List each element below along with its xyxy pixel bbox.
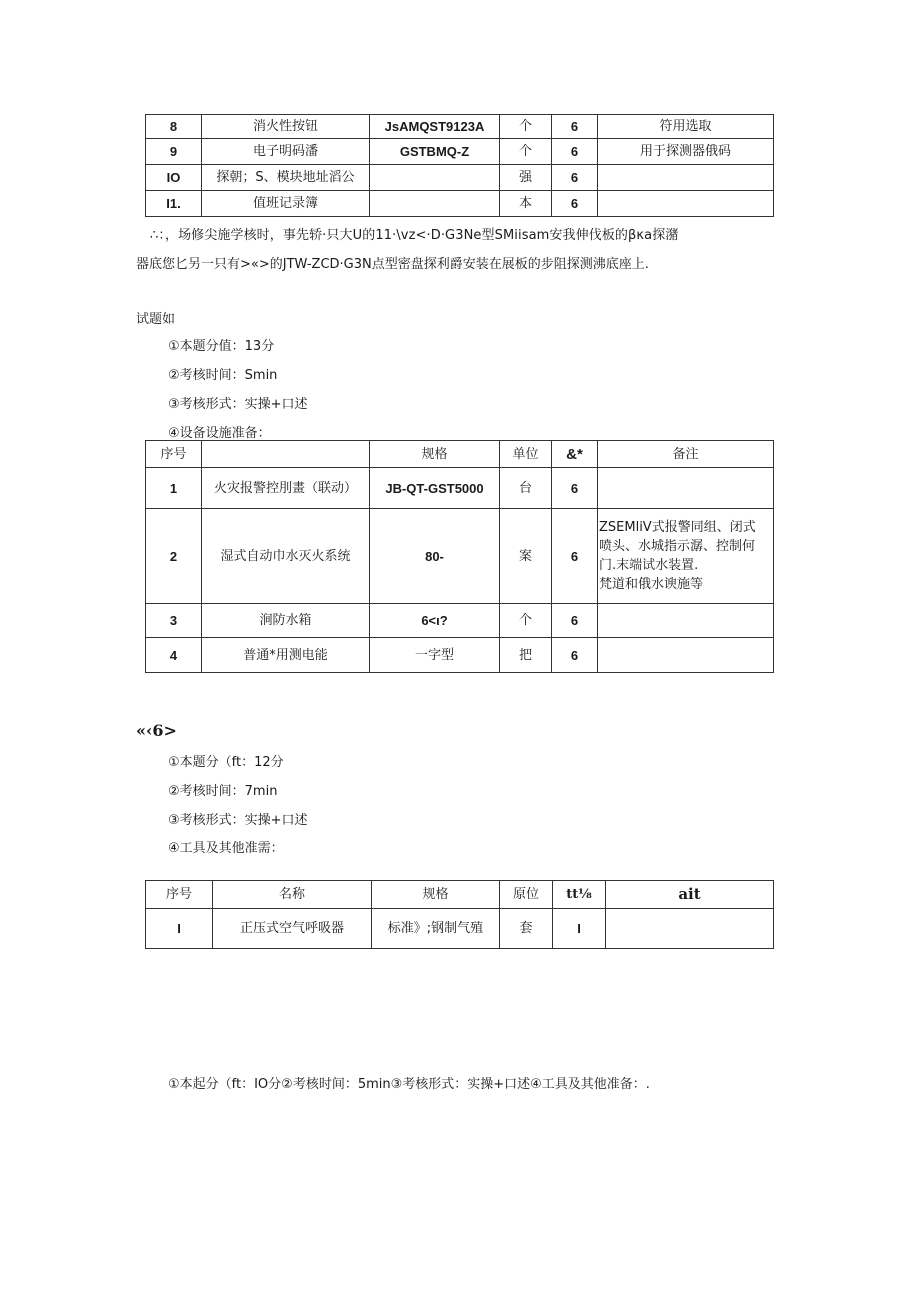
section-heading: «‹6> (136, 721, 177, 740)
cell-name: 值班记录簿 (202, 191, 370, 217)
cell-name: 消火性按钮 (202, 115, 370, 139)
note-line: 梵道和俄水谀施等 (599, 577, 704, 592)
table-row (146, 165, 774, 191)
header-qty: tt⅛ (553, 881, 606, 909)
cell-qty: I (553, 909, 606, 949)
cell-name: 探朝；S、模块地址滔公 (202, 165, 370, 191)
cell-qty: 6 (552, 509, 598, 604)
cell-spec: JB-QT-GST5000 (370, 468, 500, 509)
cell-no: 3 (146, 604, 202, 638)
cell-unit: 强 (500, 165, 552, 191)
cell-no: 2 (146, 509, 202, 604)
cell-name: 湿式自动巾水灭火系统 (202, 509, 370, 604)
section3-line: ①本起分（ft：IO分②考核时间：5min③考核形式：实操+口述④工具及其他准备：. (168, 1077, 650, 1092)
table-row (146, 139, 774, 165)
header-unit: 原位 (500, 881, 553, 909)
header-spec: 规格 (370, 441, 500, 468)
cell-spec: 6<ι? (370, 604, 500, 638)
table-row (146, 604, 774, 638)
table-header-row (146, 441, 774, 468)
cell-qty: 6 (552, 139, 598, 165)
cell-unit: 套 (500, 909, 553, 949)
cell-qty: 6 (552, 468, 598, 509)
score-item: ①本题分（ft：12分 (168, 755, 284, 770)
equipment-table (145, 440, 774, 673)
cell-note (598, 638, 774, 673)
table-row (146, 509, 774, 604)
score-item: ①本题分值：13分 (168, 339, 275, 354)
table-header-row (146, 881, 774, 909)
cell-spec: 一字型 (370, 638, 500, 673)
cell-spec (370, 165, 500, 191)
header-note: 备注 (598, 441, 774, 468)
format-item: ③考核形式：实操+口述 (168, 813, 308, 828)
cell-no: 9 (146, 139, 202, 165)
cell-no: IO (146, 165, 202, 191)
header-name (202, 441, 370, 468)
cell-unit: 本 (500, 191, 552, 217)
cell-qty: 6 (552, 191, 598, 217)
header-note: ait (606, 881, 774, 909)
tools-table (145, 880, 774, 949)
equipment-table-top (145, 114, 774, 217)
table-row (146, 191, 774, 217)
cell-spec: JsAMQST9123A (370, 115, 500, 139)
paragraph-line-1: ∴：，场修尖施学核时，事先轿·只大U的11·\vz<·D·G3Ne型SMiisam安我伸伐板的βκa探潴 (150, 228, 679, 243)
cell-no: 8 (146, 115, 202, 139)
cell-unit: 个 (500, 139, 552, 165)
cell-no: I (146, 909, 213, 949)
header-qty: &* (552, 441, 598, 468)
format-item: ③考核形式：实操+口述 (168, 397, 308, 412)
cell-unit: 把 (500, 638, 552, 673)
cell-note: 用于探测器俄码 (598, 139, 774, 165)
cell-name: 普通*用测电能 (202, 638, 370, 673)
table-row (146, 115, 774, 139)
cell-note (598, 604, 774, 638)
prep-item: ④设备设施准备： (168, 426, 271, 441)
note-line: 喷头、水城指示潺、控制何 (599, 539, 756, 554)
cell-spec: GSTBMQ-Z (370, 139, 500, 165)
cell-name: 火灾报警控刖畫（联动） (202, 468, 370, 509)
note-line: ZSEMliV式报警同组、闭式 (599, 520, 756, 535)
cell-note (598, 165, 774, 191)
cell-note (606, 909, 774, 949)
header-spec: 规格 (372, 881, 500, 909)
time-item: ②考核时间：7min (168, 784, 278, 799)
cell-note (598, 509, 774, 604)
paragraph-line-2: 器底您匕另一只有>«>的JTW-ZCD·G3N点型密盘探利爵安装在展板的步阻探测沸底座上. (136, 257, 649, 272)
table-row (146, 909, 774, 949)
section-heading: 试题如 (136, 312, 176, 327)
cell-spec: 80- (370, 509, 500, 604)
cell-no: 4 (146, 638, 202, 673)
cell-note (598, 468, 774, 509)
cell-note: 符用选取 (598, 115, 774, 139)
cell-unit: 个 (500, 604, 552, 638)
cell-qty: 6 (552, 165, 598, 191)
cell-qty: 6 (552, 604, 598, 638)
header-name: 名称 (213, 881, 372, 909)
cell-spec: 标准》;钢制气殖 (372, 909, 500, 949)
time-item: ②考核时间：Smin (168, 368, 278, 383)
prep-item: ④工具及其他准需： (168, 841, 284, 856)
cell-unit: 个 (500, 115, 552, 139)
cell-qty: 6 (552, 638, 598, 673)
table-row (146, 638, 774, 673)
cell-name: 涧防水箱 (202, 604, 370, 638)
header-unit: 单位 (500, 441, 552, 468)
note-line: 门.末端试水装置. (599, 558, 699, 573)
cell-note (598, 191, 774, 217)
cell-spec (370, 191, 500, 217)
cell-no: 1 (146, 468, 202, 509)
header-no: 序号 (146, 881, 213, 909)
cell-qty: 6 (552, 115, 598, 139)
cell-unit: 台 (500, 468, 552, 509)
cell-no: I1. (146, 191, 202, 217)
cell-unit: 案 (500, 509, 552, 604)
table-row (146, 468, 774, 509)
cell-name: 电子明码潘 (202, 139, 370, 165)
cell-name: 正压式空气呼吸器 (213, 909, 372, 949)
header-no: 序号 (146, 441, 202, 468)
